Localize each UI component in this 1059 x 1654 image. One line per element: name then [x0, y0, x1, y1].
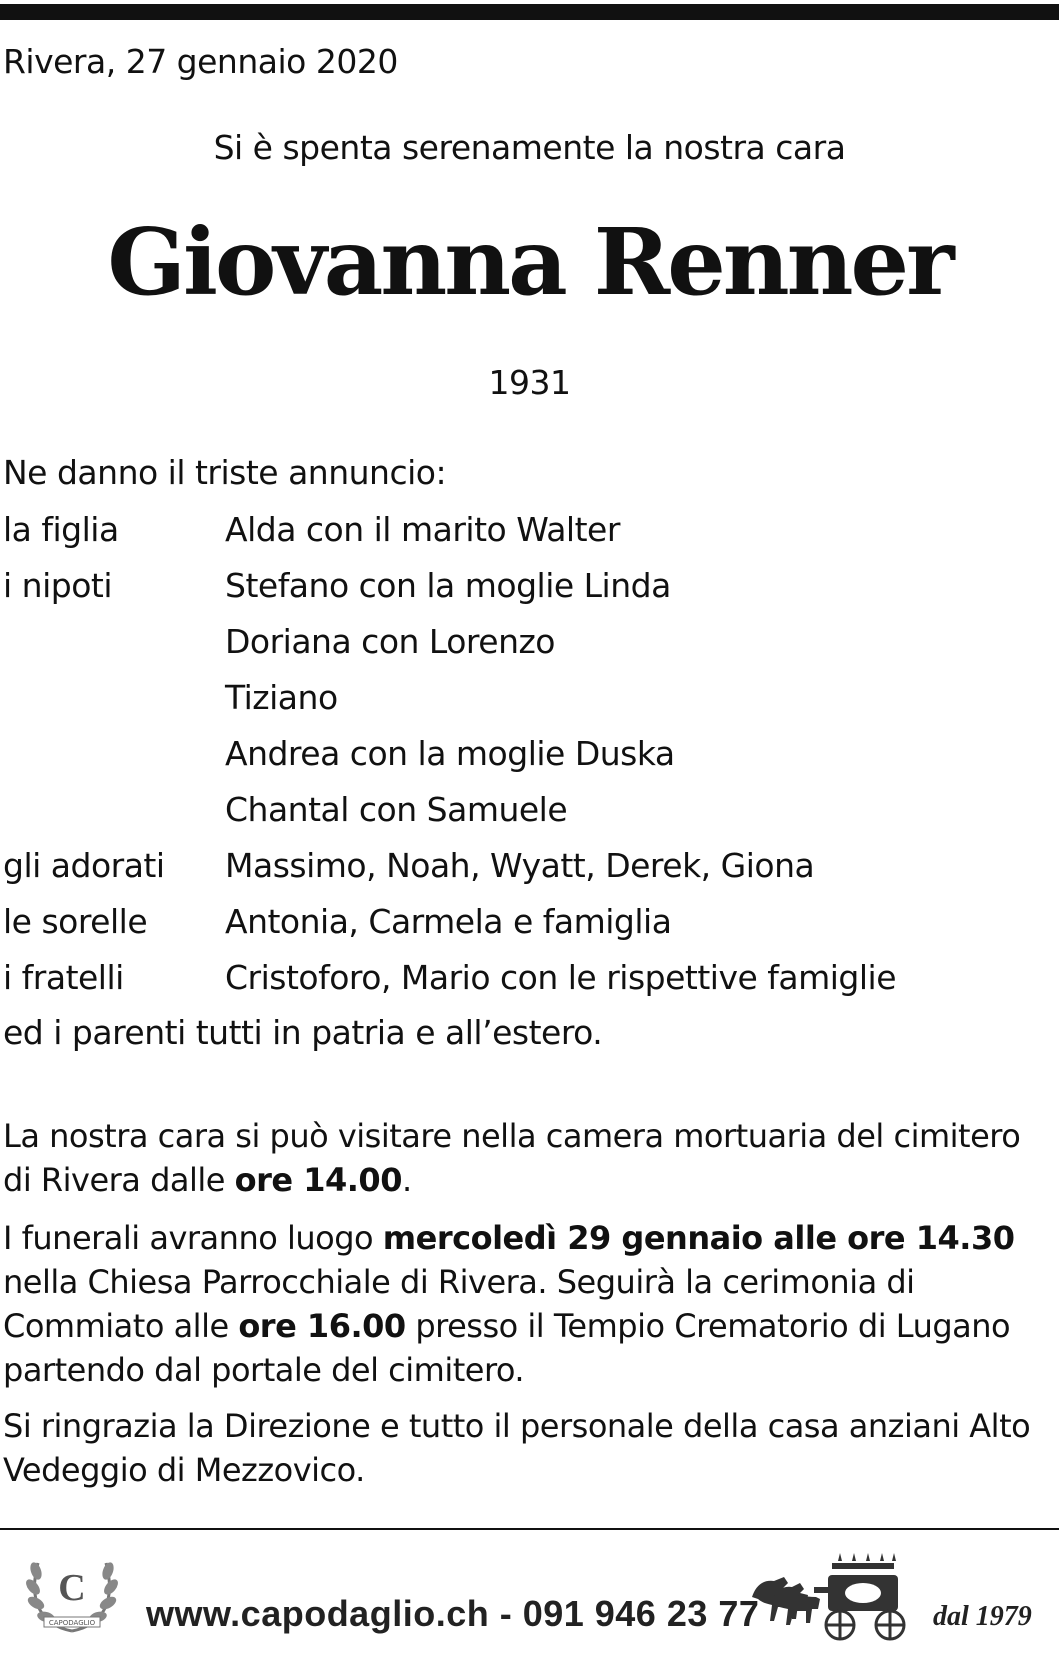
top-rule — [0, 4, 1059, 20]
announcement-lead: Ne danno il triste annuncio: — [3, 453, 447, 492]
funeral-text: I funerali avranno luogo — [3, 1219, 383, 1257]
bottom-rule — [0, 1528, 1059, 1530]
family-names: Tiziano — [225, 678, 338, 717]
deceased-name: Giovanna Renner — [107, 208, 952, 316]
family-row — [3, 958, 1053, 1014]
family-row — [3, 566, 1053, 622]
farewell-time: ore 16.00 — [238, 1307, 406, 1345]
family-names: Chantal con Samuele — [225, 790, 568, 829]
family-role: la figlia — [3, 510, 119, 549]
logo-text: CAPODAGLIO — [48, 1619, 96, 1627]
family-list — [3, 510, 1053, 1014]
family-row — [3, 510, 1053, 566]
intro-line: Si è spenta serenamente la nostra cara — [213, 128, 846, 167]
birth-year: 1931 — [488, 363, 571, 402]
family-names: Antonia, Carmela e famiglia — [225, 902, 672, 941]
logo-letter: C — [58, 1567, 86, 1609]
family-role: i nipoti — [3, 566, 112, 605]
horse-drawn-hearse-icon — [748, 1549, 918, 1645]
family-names: Massimo, Noah, Wyatt, Derek, Giona — [225, 846, 815, 885]
visitation-paragraph — [3, 1114, 1053, 1202]
laurel-wreath-logo-icon — [22, 1545, 122, 1641]
funeral-end: presso il Tempio Crematorio di Lugano partendo dal portale del cimitero. — [3, 1307, 1011, 1389]
family-role: gli adorati — [3, 846, 165, 885]
founded-since: dal 1979 — [933, 1601, 1032, 1632]
family-row — [3, 622, 1053, 678]
funeral-paragraph — [3, 1216, 1053, 1392]
visitation-time: ore 14.00 — [234, 1161, 402, 1199]
thanks-paragraph: Si ringrazia la Direzione e tutto il personale della casa anziani Alto Vedeggio di Mezzovico. — [3, 1407, 1031, 1489]
family-names: Andrea con la moglie Duska — [225, 734, 675, 773]
family-row — [3, 790, 1053, 846]
family-row — [3, 902, 1053, 958]
family-row — [3, 678, 1053, 734]
family-role: i fratelli — [3, 958, 124, 997]
visitation-end: . — [401, 1161, 412, 1199]
place-date: Rivera, 27 gennaio 2020 — [3, 42, 398, 81]
family-row — [3, 846, 1053, 902]
visitation-text: La nostra cara si può visitare nella camera mortuaria del cimitero di Rivera dalle — [3, 1117, 1021, 1199]
family-names: Cristoforo, Mario con le rispettive famiglie — [225, 958, 897, 997]
family-names: Doriana con Lorenzo — [225, 622, 555, 661]
family-role: le sorelle — [3, 902, 148, 941]
funeral-date: mercoledì 29 gennaio alle ore 14.30 — [382, 1219, 1015, 1257]
funeral-mid: nella Chiesa Parrocchiale di Rivera. Seguirà la cerimonia di Commiato alle — [3, 1263, 915, 1345]
website-phone: www.capodaglio.ch - 091 946 23 77 — [146, 1593, 760, 1634]
family-row — [3, 734, 1053, 790]
family-names: Alda con il marito Walter — [225, 510, 620, 549]
funeral-home-footer — [0, 1535, 1059, 1654]
relatives-line: ed i parenti tutti in patria e all’estero. — [3, 1013, 603, 1052]
family-names: Stefano con la moglie Linda — [225, 566, 671, 605]
